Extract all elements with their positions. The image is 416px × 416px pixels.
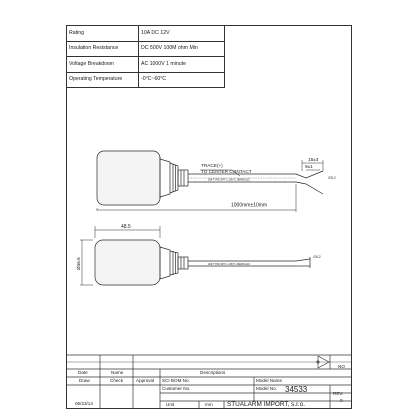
draw-label: Draw	[79, 378, 90, 383]
approval-label: Approval	[136, 378, 155, 383]
spec-label: Operating Temperature	[67, 72, 139, 88]
customer-no-label: Customer No.	[162, 386, 191, 391]
plug-bottom-view	[95, 240, 188, 285]
revision-no-header: NO	[338, 364, 345, 369]
spec-label: Voltage Breakdown	[67, 57, 139, 73]
dimension-b: 9±1	[305, 164, 313, 169]
wire-tip-dia-bottom: ∅5.2	[313, 255, 321, 259]
model-name-label: Model Name	[256, 378, 283, 383]
check-label: Check	[110, 378, 124, 383]
unit-label: Unit	[166, 402, 175, 407]
dimension-a: 15±3	[308, 157, 319, 162]
name-header: Name	[111, 370, 124, 375]
date-header: Date	[78, 370, 88, 375]
trace-note: TO CENTER CONTACT	[201, 169, 252, 174]
wire-tip-dia-top: ∅5.2	[328, 176, 336, 180]
model-no-value: 34533	[285, 384, 308, 394]
sci-bom-label: SCI BOM No.	[162, 378, 190, 383]
company-name: STUALARM IMPORT, s.r.o.	[227, 400, 306, 408]
cable-top	[188, 171, 323, 194]
spec-label: Rating	[67, 26, 139, 42]
date-value: 06/23/14	[75, 401, 93, 406]
plug-top-view	[97, 151, 188, 205]
rev-label: REV.	[333, 391, 344, 396]
model-no-label: Model No.	[256, 386, 277, 391]
unit-value: mm	[205, 402, 213, 407]
width-dimension: 48.5	[121, 224, 131, 230]
descriptions-header: Descriptions	[200, 370, 226, 375]
spec-value: AC 1000V 1 minute	[139, 57, 225, 73]
spec-value: -0°C~60°C	[139, 72, 225, 88]
trace-label: TRACE(+)	[201, 163, 223, 168]
rev-value: 0	[340, 398, 343, 403]
cable-length-dimension: 1000mm±10mm	[231, 202, 268, 209]
spec-value: 10A DC 12V	[139, 26, 225, 42]
spec-value: DC 500V 100M ohm Min	[139, 41, 225, 57]
cable-print-bottom: 20# TYPE SPT-1 105°C 18AWGx2C	[208, 262, 250, 266]
spec-label: Insulation Resistance	[67, 41, 139, 57]
cable-print-top: 20# TYPE SPT-1 105°C 18AWGx2C	[208, 178, 250, 182]
title-block-lines	[66, 355, 352, 409]
diameter-dimension: Ø36.6	[76, 257, 81, 270]
